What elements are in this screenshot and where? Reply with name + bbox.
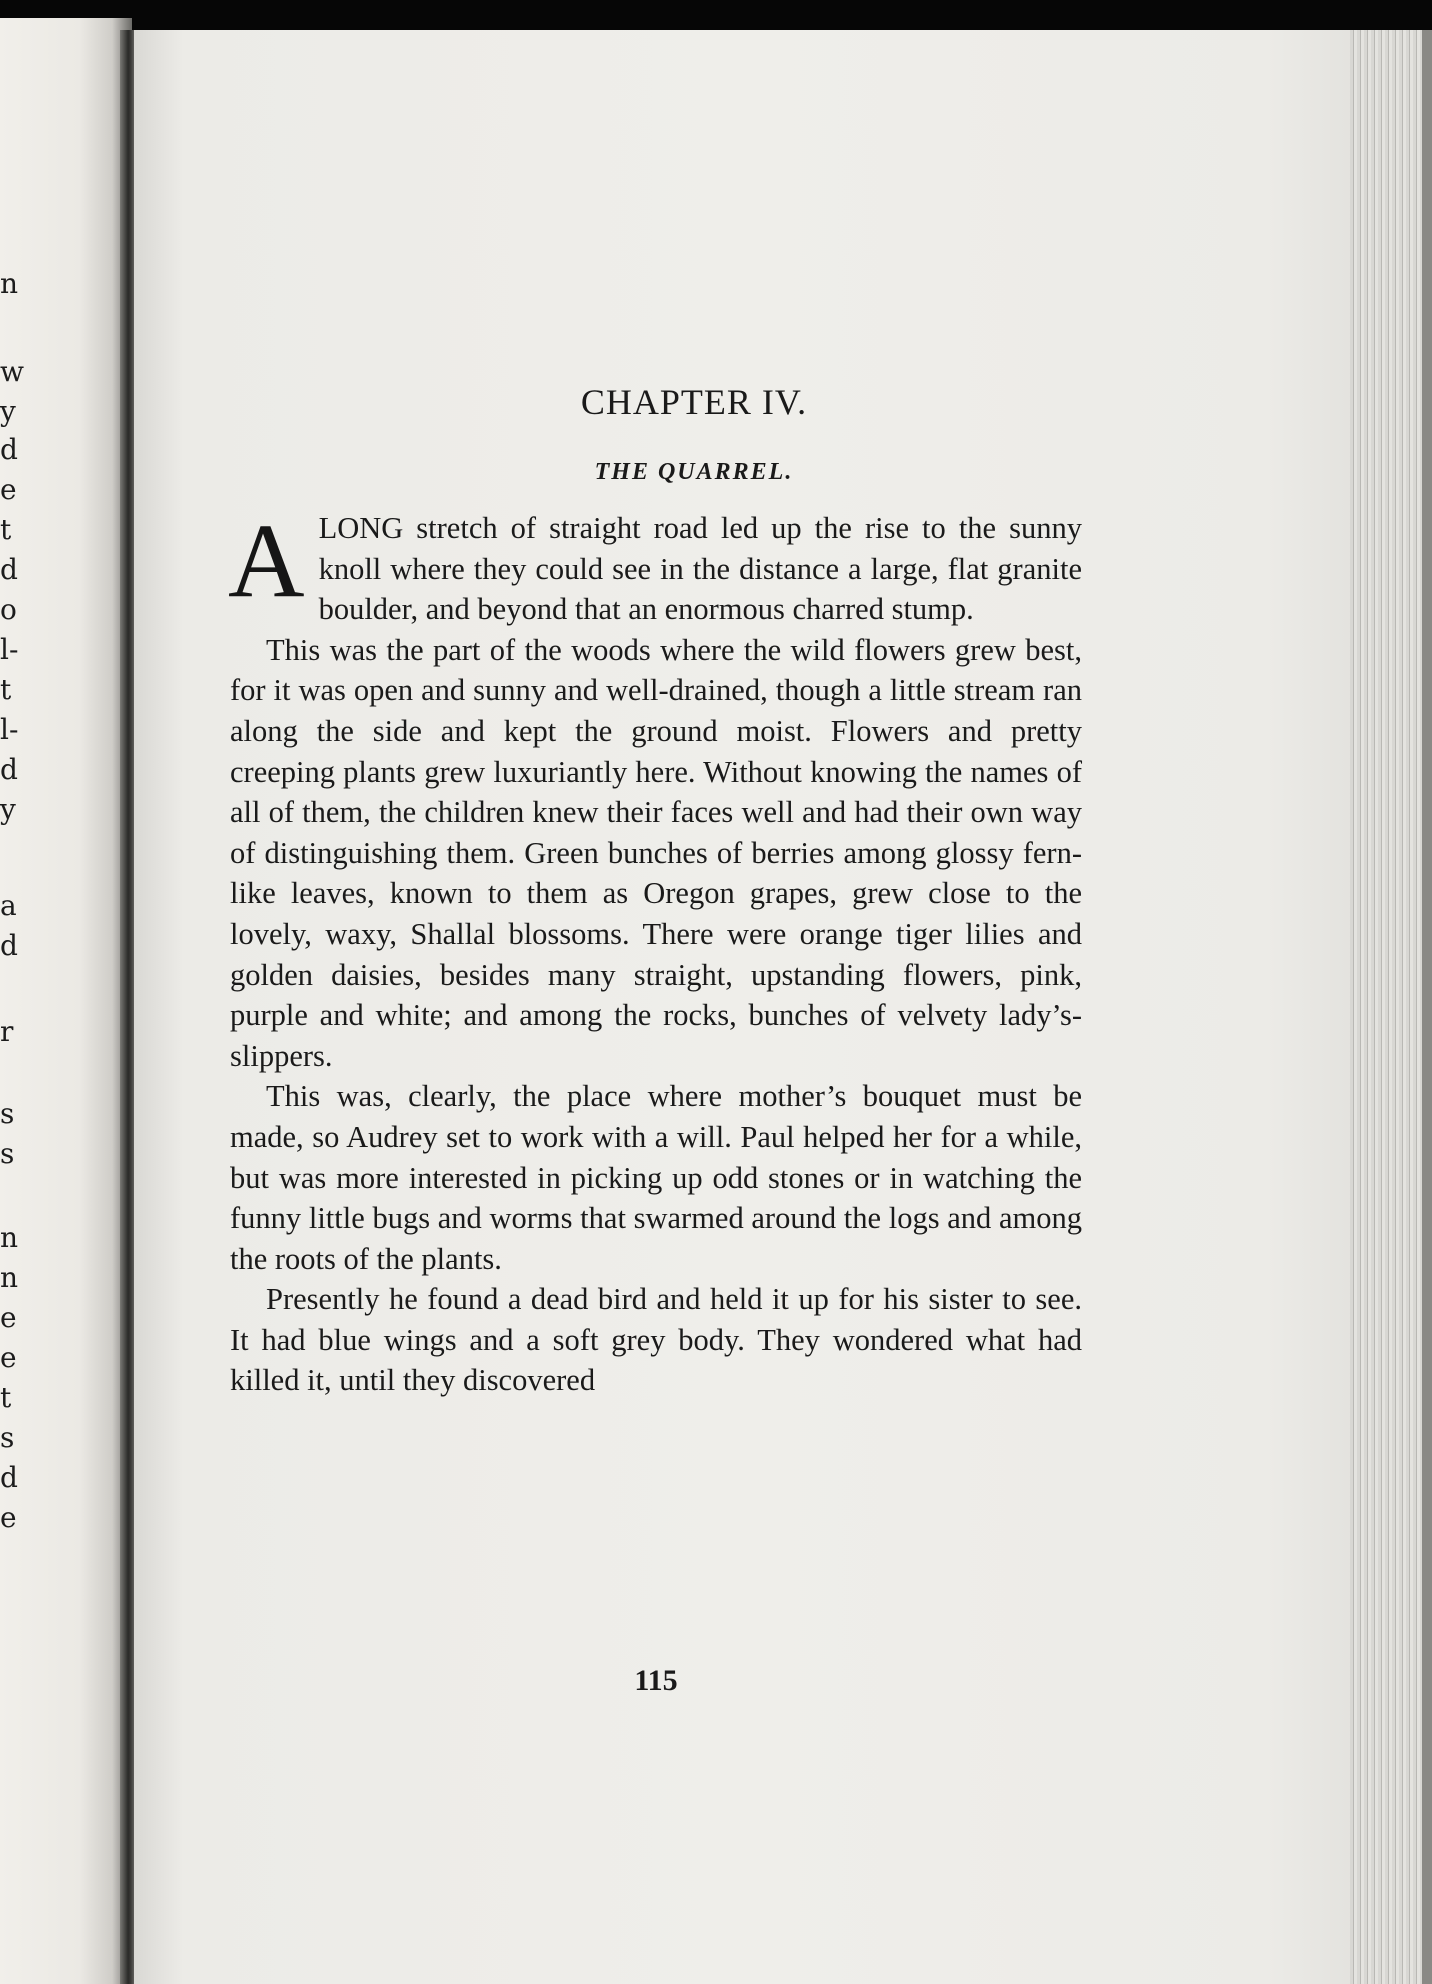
chapter-heading: CHAPTER IV. (580, 382, 808, 422)
edge-letter: t (0, 513, 12, 546)
paragraph-1-text: LONG stretch of straight road led up the rise to the sunny knoll where they could see in the distance a large, flat granite boulder, and beyond that an enormous charred stump. (318, 511, 1082, 627)
paragraph-4: Presently he found a dead bird and held it up for his sister to see. It had blue wings and a soft grey body. They wondered what had killed it, until they discovered (230, 1282, 1082, 1398)
edge-letter: s (0, 1097, 15, 1130)
edge-letter: d (0, 753, 18, 786)
chapter-subtitle: THE QUARREL. (594, 459, 794, 485)
left-page-edge (0, 18, 132, 1984)
edge-letter: e (0, 1341, 17, 1374)
edge-letter: e (0, 1301, 17, 1334)
edge-letter: y (0, 793, 16, 826)
left-page-cut-text (0, 18, 40, 1984)
page-number: 115 (634, 1664, 678, 1697)
edge-letter: o (0, 593, 17, 626)
edge-letter: l- (0, 633, 19, 666)
edge-letter: t (0, 1381, 12, 1414)
edge-letter: e (0, 473, 17, 506)
edge-letter: s (0, 1421, 15, 1454)
paragraph-3: This was, clearly, the place where mother’s bouquet must be made, so Audrey set to work with a will. Paul helped her for a while, but was more interested in picking up odd stones or in watching the funny little bugs and worms that swarmed around the logs and among the roots of the plants. (230, 1079, 1082, 1276)
page-edges-stack (1350, 30, 1432, 1984)
drop-cap: A (228, 502, 305, 619)
edge-letter: e (0, 1501, 17, 1534)
page-number-area (230, 0, 1082, 1984)
edge-letter: d (0, 929, 18, 962)
paragraph-2: This was the part of the woods where the wild flowers grew best, for it was open and sunny and well-drained, though a little stream ran along the side and kept the ground moist. Flowers and pretty creeping plants grew luxuriantly here. Without knowing the names of all of them, the children knew their faces well and had their own way of distinguishing them. Green bunches of berries among glossy fern-like leaves, known to them as Oregon grapes, grew close to the lovely, waxy, Shallal blossoms. There were orange tiger lilies and golden daisies, besides many straight, upstanding flowers, pink, purple and white; and among the rocks, bunches of velvety lady’s-slippers. (230, 632, 1082, 1073)
edge-letter: s (0, 1137, 15, 1170)
edge-letter: t (0, 673, 12, 706)
edge-letter: y (0, 395, 16, 428)
edge-letter: d (0, 1461, 18, 1494)
edge-letter: l- (0, 713, 19, 746)
edge-letter: d (0, 433, 18, 466)
edge-letter: r (0, 1015, 14, 1048)
edge-letter: n (0, 1261, 19, 1294)
edge-letter: n (0, 267, 19, 300)
edge-letter: n (0, 1221, 19, 1254)
edge-letter: a (0, 889, 17, 922)
edge-letter: d (0, 553, 18, 586)
edge-letter: w (0, 355, 24, 388)
